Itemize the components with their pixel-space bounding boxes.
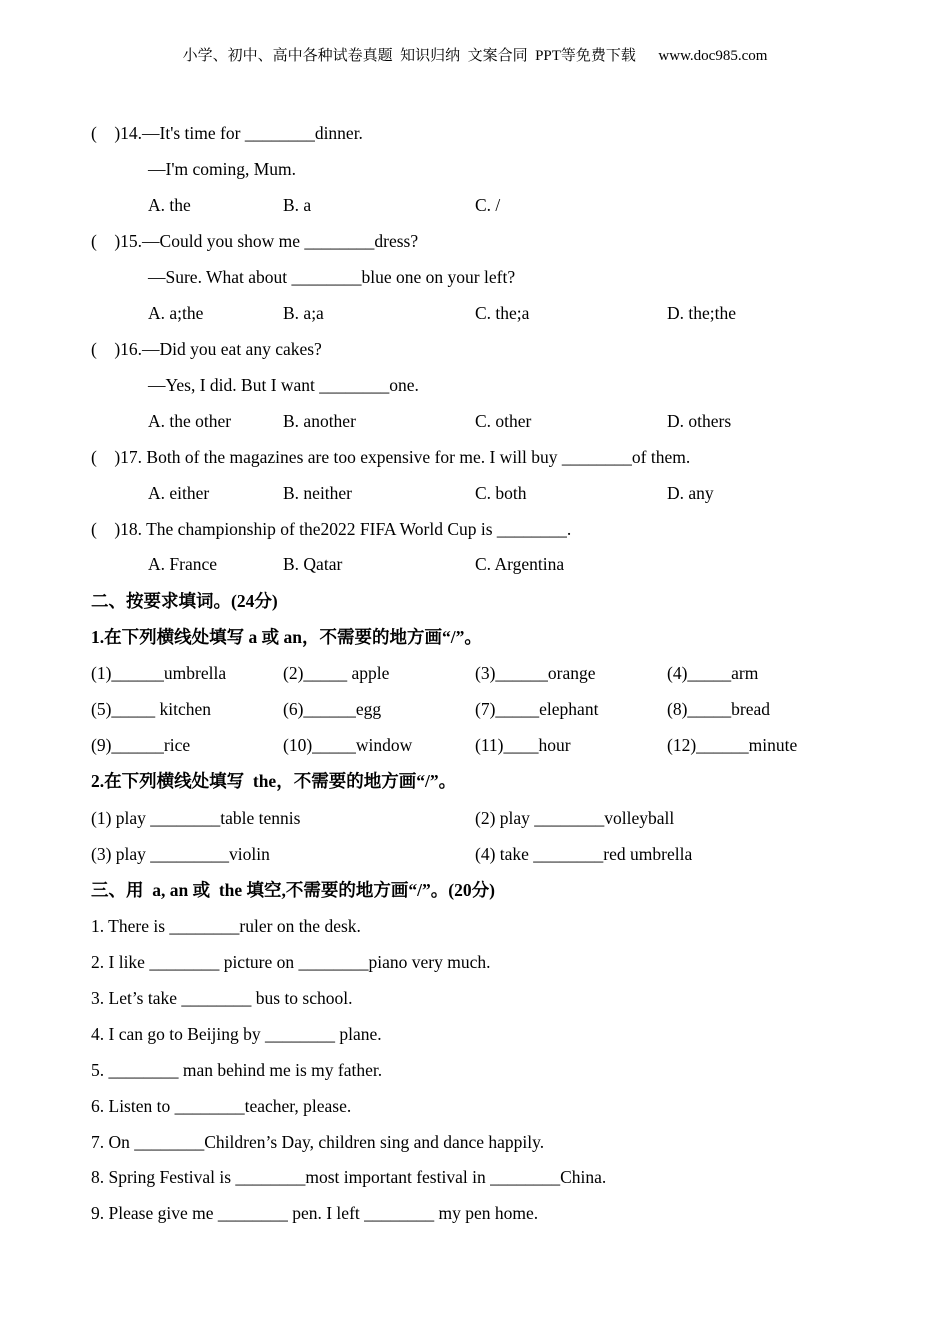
fill-item: (11)____hour (475, 735, 571, 755)
question-17-option-b: B. neither (283, 483, 353, 503)
sentence-item: 9. Please give me ________ pen. I left ________ my pen home. (91, 1203, 539, 1223)
question-15-option-d: D. the;the (667, 303, 737, 323)
question-16-reply: —Yes, I did. But I want ________one. (148, 375, 419, 395)
fill-item: (1) play ________table tennis (91, 808, 301, 828)
sentence-item: 2. I like ________ picture on ________piano very much. (91, 952, 491, 972)
fill-item: (9)______rice (91, 735, 191, 755)
fill-item: (12)______minute (667, 735, 798, 755)
question-14-option-b: B. a (283, 195, 312, 215)
fill-item: (6)______egg (283, 699, 382, 719)
question-17-stem: ( )17. Both of the magazines are too expensive for me. I will buy ________of them. (91, 447, 691, 467)
fill-item: (1)______umbrella (91, 663, 227, 683)
question-15-reply: —Sure. What about ________blue one on your left? (148, 267, 516, 287)
question-14-option-a: A. the (148, 195, 191, 215)
question-14-stem: ( )14.—It's time for ________dinner. (91, 123, 363, 143)
sentence-item: 7. On ________Children’s Day, children sing and dance happily. (91, 1132, 545, 1152)
fill-item: (7)_____elephant (475, 699, 599, 719)
question-15-option-c: C. the;a (475, 303, 530, 323)
section-2-part-1-title: 1.在下列横线处填写 a 或 an，不需要的地方画“/”。 (91, 627, 482, 647)
question-16-option-a: A. the other (148, 411, 232, 431)
question-15-stem: ( )15.—Could you show me ________dress? (91, 231, 419, 251)
sentence-item: 1. There is ________ruler on the desk. (91, 916, 361, 936)
page-header: 小学、初中、高中各种试卷真题 知识归纳 文案合同 PPT等免费下载 www.doc985.com (182, 48, 768, 64)
question-16-option-b: B. another (283, 411, 356, 431)
section-2-title: 二、按要求填词。(24分) (91, 591, 278, 611)
fill-item: (3)______orange (475, 663, 596, 683)
sentence-item: 4. I can go to Beijing by ________ plane. (91, 1024, 382, 1044)
fill-item: (2)_____ apple (283, 663, 390, 683)
question-16-option-c: C. other (475, 411, 532, 431)
question-15-option-b: B. a;a (283, 303, 324, 323)
fill-item: (5)_____ kitchen (91, 699, 212, 719)
fill-item: (3) play _________violin (91, 844, 270, 864)
question-16-option-d: D. others (667, 411, 732, 431)
question-18-option-a: A. France (148, 554, 218, 574)
sentence-item: 6. Listen to ________teacher, please. (91, 1096, 352, 1116)
sentence-item: 5. ________ man behind me is my father. (91, 1060, 383, 1080)
question-15-option-a: A. a;the (148, 303, 204, 323)
question-14-reply: —I'm coming, Mum. (148, 159, 297, 179)
fill-item: (2) play ________volleyball (475, 808, 675, 828)
fill-item: (4)_____arm (667, 663, 759, 683)
question-16-stem: ( )16.—Did you eat any cakes? (91, 339, 322, 359)
sentence-item: 8. Spring Festival is ________most important festival in ________China. (91, 1167, 607, 1187)
question-18-option-b: B. Qatar (283, 554, 343, 574)
question-18-stem: ( )18. The championship of the2022 FIFA World Cup is ________. (91, 519, 572, 539)
question-17-option-d: D. any (667, 483, 714, 503)
section-2-part-2-title: 2.在下列横线处填写 the，不需要的地方画“/”。 (91, 771, 457, 791)
question-17-option-a: A. either (148, 483, 210, 503)
question-14-option-c: C. / (475, 195, 501, 215)
sentence-item: 3. Let’s take ________ bus to school. (91, 988, 353, 1008)
question-18-option-c: C. Argentina (475, 554, 565, 574)
question-17-option-c: C. both (475, 483, 527, 503)
fill-item: (8)_____bread (667, 699, 771, 719)
fill-item: (4) take ________red umbrella (475, 844, 693, 864)
fill-item: (10)_____window (283, 735, 413, 755)
section-3-title: 三、用 a, an 或 the 填空,不需要的地方画“/”。(20分) (91, 880, 495, 900)
